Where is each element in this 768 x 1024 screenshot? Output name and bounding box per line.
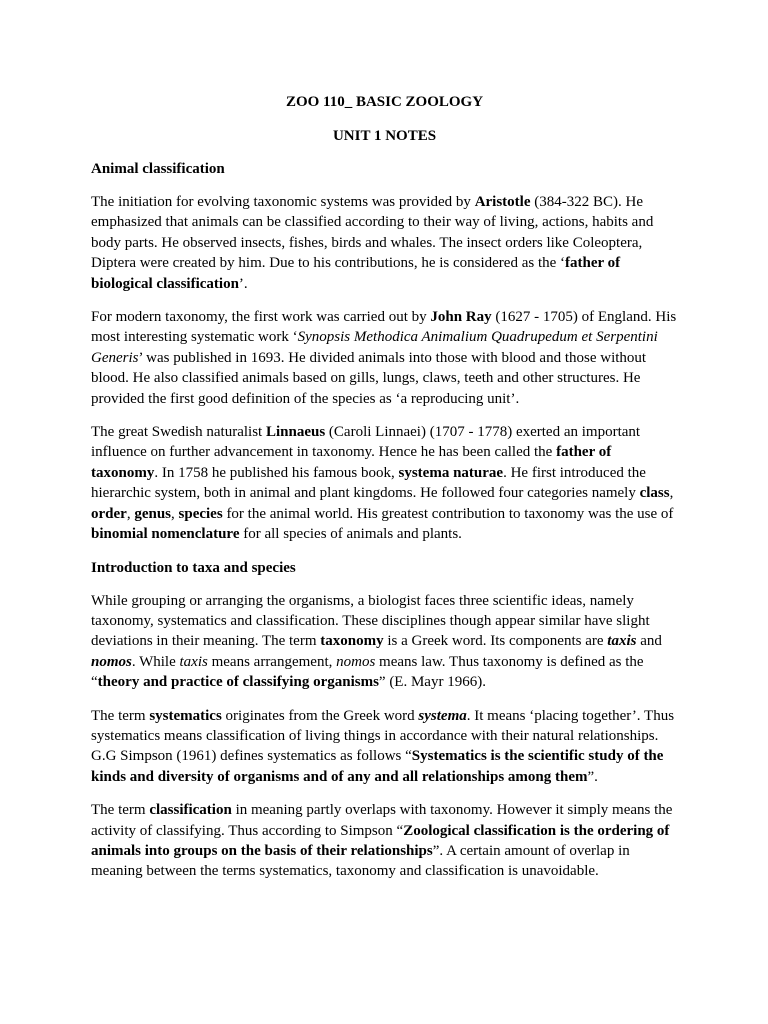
section-introduction-to-taxa [91,558,678,882]
paragraph: The term systematics originates from the Greek word systema. It means ‘placing together’. Thus systematics means classification of living things in accordance with their natural relationships. G.G Simpson (1961) defines systematics as follows “Systematics is the scientific study of the kinds and diversity of organisms and of any and all relationships among them”. [91,707,675,785]
paragraph: The great Swedish naturalist Linnaeus (Caroli Linnaei) (1707 - 1778) exerted an important influence on further advancement in taxonomy. Hence he has been called the father of taxonomy. In 1758 he published his famous book, systema naturae. He first introduced the hierarchic system, both in animal and plant kingdoms. He followed four categories namely class, order, genus, species for the animal world. His greatest contribution to taxonomy was the use of binomial nomenclature for all species of animals and plants. [91,424,674,543]
paragraph: The term classification in meaning partly overlaps with taxonomy. However it simply means the activity of classifying. Thus according to Simpson “Zoological classification is the ordering of animals into groups on the basis of their relationships”. A certain amount of overlap in meaning between the terms systematics, taxonomy and classification is unavoidable. [91,802,673,880]
page-subtitle: UNIT 1 NOTES [332,128,437,144]
page-title: ZOO 110_ BASIC ZOOLOGY [285,94,484,110]
section-heading: Animal classification [91,161,225,177]
paragraph: While grouping or arranging the organisms, a biologist faces three scientific ideas, namely taxonomy, systematics and classification. These disciplines though appear similar have slight deviations in their meaning. The term taxonomy is a Greek word. Its components are taxis and nomos. While taxis means arrangement, nomos means law. Thus taxonomy is defined as the “theory and practice of classifying organisms” (E. Mayr 1966). [91,592,662,691]
paragraph: The initiation for evolving taxonomic systems was provided by Aristotle (384-322 BC). He emphasized that animals can be classified according to their way of living, actions, habits and body parts. He observed insects, fishes, birds and whales. The insect orders like Coleoptera, Diptera were created by him. Due to his contributions, he is considered as the ‘father of biological classification’. [91,194,654,292]
section-heading: Introduction to taxa and species [91,559,296,576]
paragraph: For modern taxonomy, the first work was carried out by John Ray (1627 - 1705) of England. His most interesting systematic work ‘Synopsis Methodica Animalium Quadrupedum et Serpentini Generis’ was published in 1693. He divided animals into those with blood and those without blood. He also classified animals based on gills, lungs, claws, teeth and other structures. He provided the first good definition of the species as ‘a reproducing unit’. [91,309,677,407]
section-animal-classification [91,159,678,545]
